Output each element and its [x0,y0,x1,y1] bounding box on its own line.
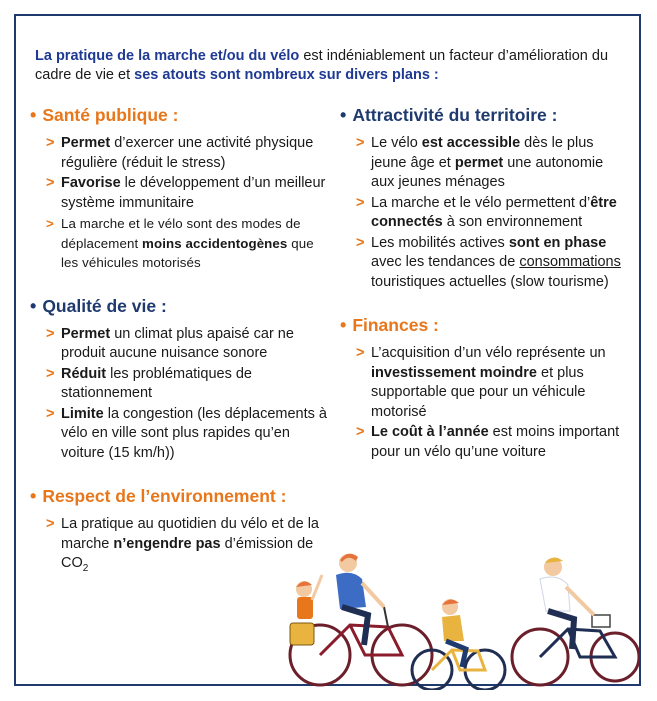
list-item: > Permet un climat plus apaisé car ne produit aucune nuisance sonore [46,325,294,361]
chevron-right-icon: > [356,135,365,151]
bike-adult-right [512,557,639,685]
section-qualite [30,295,330,464]
section-title-sante: • Santé publique : [30,105,179,125]
chevron-right-icon: > [46,516,55,532]
list-item: > La pratique au quotidien du vélo et de la marche n’engendre pas d’émission de $CO_2$ [46,516,319,574]
list-item: > L’acquisition d’un vélo représente un investissement moindre et plus supportable que pour un véhicule motorisé [356,345,606,420]
chevron-right-icon: > [46,325,55,342]
bullet-icon: • [340,105,347,125]
bullet-icon: • [30,486,37,506]
section-finances [340,314,630,462]
list-item: > Les mobilités actives sont en phase avec les tendances de consommations touristiques actuelles (slow tourisme) [356,234,621,290]
intro-paragraph [35,47,635,85]
bullet-icon: • [30,295,37,316]
section-title-attractivite: • Attractivité du territoire : [340,105,558,125]
bullet-icon: • [30,105,37,125]
list-item: > Le coût à l’année est moins important pour un vélo qu’une voiture [356,424,620,460]
section-attractivite [340,104,630,292]
list-item: > Favorise le développement d’un meilleur système immunitaire [46,175,326,211]
section-title-environnement: • Respect de l’environnement : [30,486,287,506]
section-title-finances: • Finances : [340,315,439,335]
bike-adult-left [290,554,432,685]
chevron-right-icon: > [356,194,365,211]
chevron-right-icon: > [46,405,55,422]
family-cycling-illustration [270,545,640,690]
list-item: > Limite la congestion (les déplacements à vélo en ville sont plus rapides qu’en voiture (15 km/h)) [46,405,327,461]
section-title-qualite: • Qualité de vie : [30,295,167,316]
list-item: > Le vélo est accessible dès le plus jeune âge et permet une autonomie aux jeunes ménages [356,135,604,190]
bike-child-center [412,599,505,690]
chevron-right-icon: > [46,135,55,151]
intro-bold-1: La pratique de la marche et/ou du vélo [35,48,300,64]
right-column [340,104,630,484]
list-item: > La marche et le vélo permettent d’être connectés à son environnement [356,194,617,230]
chevron-right-icon: > [356,345,365,361]
section-sante [30,104,330,273]
intro-bold-2: ses atouts sont nombreux sur divers plans : [134,67,439,83]
left-column [30,104,330,600]
chevron-right-icon: > [46,216,54,231]
intro-text-1: est indéniablement un facteur d’amélioration du cadre de vie et [35,48,609,83]
bullet-icon: • [340,315,347,335]
list-item: > La marche et le vélo sont des modes de déplacement moins accidentogènes que les véhicules motorisés [46,216,314,270]
chevron-right-icon: > [356,234,365,251]
chevron-right-icon: > [356,424,365,440]
chevron-right-icon: > [46,365,55,382]
chevron-right-icon: > [46,175,55,191]
list-item: > Permet d’exercer une activité physique régulière (réduit le stress) [46,135,314,171]
list-item: > Réduit les problématiques de stationnement [46,365,253,401]
